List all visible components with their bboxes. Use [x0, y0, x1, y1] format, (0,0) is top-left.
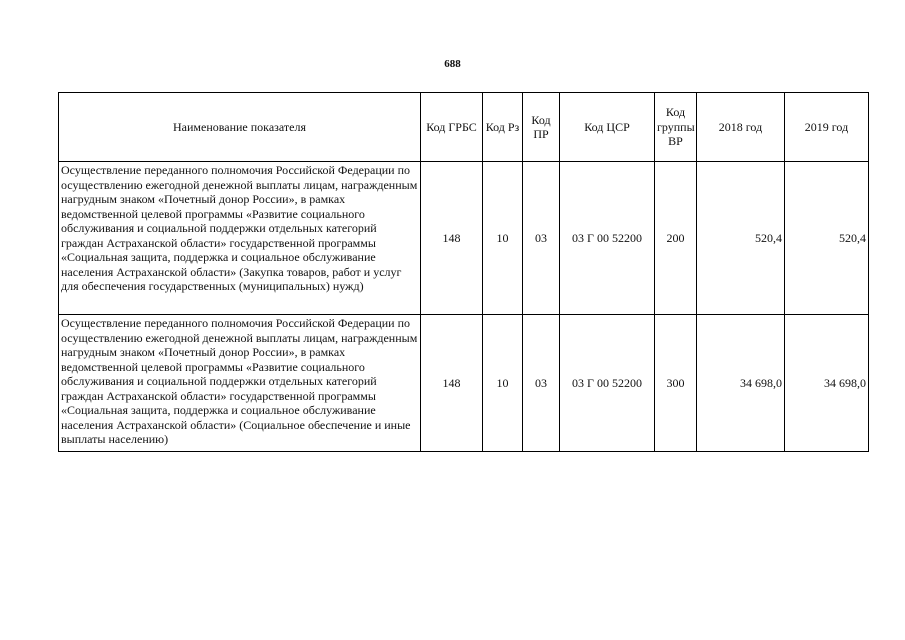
- table-row: [59, 315, 869, 452]
- header-2019: 2019 год: [785, 93, 869, 162]
- row-2018: 520,4: [697, 162, 785, 315]
- row-2019: 34 698,0: [785, 315, 869, 452]
- page-number: 688: [444, 58, 461, 70]
- row-description: Осуществление переданного полномочия Российской Федерации по осуществлению ежегодной денежной выплаты лицам, награжденным нагрудным знаком «Почетный донор России», в рамках ведомственной целевой программы «Развитие социального обслуживания и социальной поддержки отдельных категорий граждан Астраханской области» государственной программы «Социальная защита, поддержка и социальное обслуживание населения Астраханской области» (Закупка товаров, работ и услуг для обеспечения государственных (муниципальных) нужд): [59, 162, 421, 315]
- header-pr: Код ПР: [523, 93, 560, 162]
- table-header-row: [59, 93, 869, 162]
- row-2018: 34 698,0: [697, 315, 785, 452]
- row-pr: 03: [523, 315, 560, 452]
- header-2018: 2018 год: [697, 93, 785, 162]
- row-description: Осуществление переданного полномочия Российской Федерации по осуществлению ежегодной денежной выплаты лицам, награжденным нагрудным знаком «Почетный донор России», в рамках ведомственной целевой программы «Развитие социального обслуживания и социальной поддержки отдельных категорий граждан Астраханской области» государственной программы «Социальная защита, поддержка и социальное обслуживание населения Астраханской области» (Социальное обеспечение и иные выплаты населению): [59, 315, 421, 452]
- row-rz: 10: [483, 162, 523, 315]
- row-vr: 300: [655, 315, 697, 452]
- header-name: Наименование показателя: [59, 93, 421, 162]
- header-rz: Код Рз: [483, 93, 523, 162]
- row-rz: 10: [483, 315, 523, 452]
- row-csr: 03 Г 00 52200: [560, 162, 655, 315]
- row-grbs: 148: [421, 162, 483, 315]
- header-grbs: Код ГРБС: [421, 93, 483, 162]
- row-vr: 200: [655, 162, 697, 315]
- row-csr: 03 Г 00 52200: [560, 315, 655, 452]
- header-vr: Код группы ВР: [655, 93, 697, 162]
- row-pr: 03: [523, 162, 560, 315]
- header-csr: Код ЦСР: [560, 93, 655, 162]
- table-row: [59, 162, 869, 315]
- row-grbs: 148: [421, 315, 483, 452]
- row-2019: 520,4: [785, 162, 869, 315]
- budget-table: [58, 92, 869, 452]
